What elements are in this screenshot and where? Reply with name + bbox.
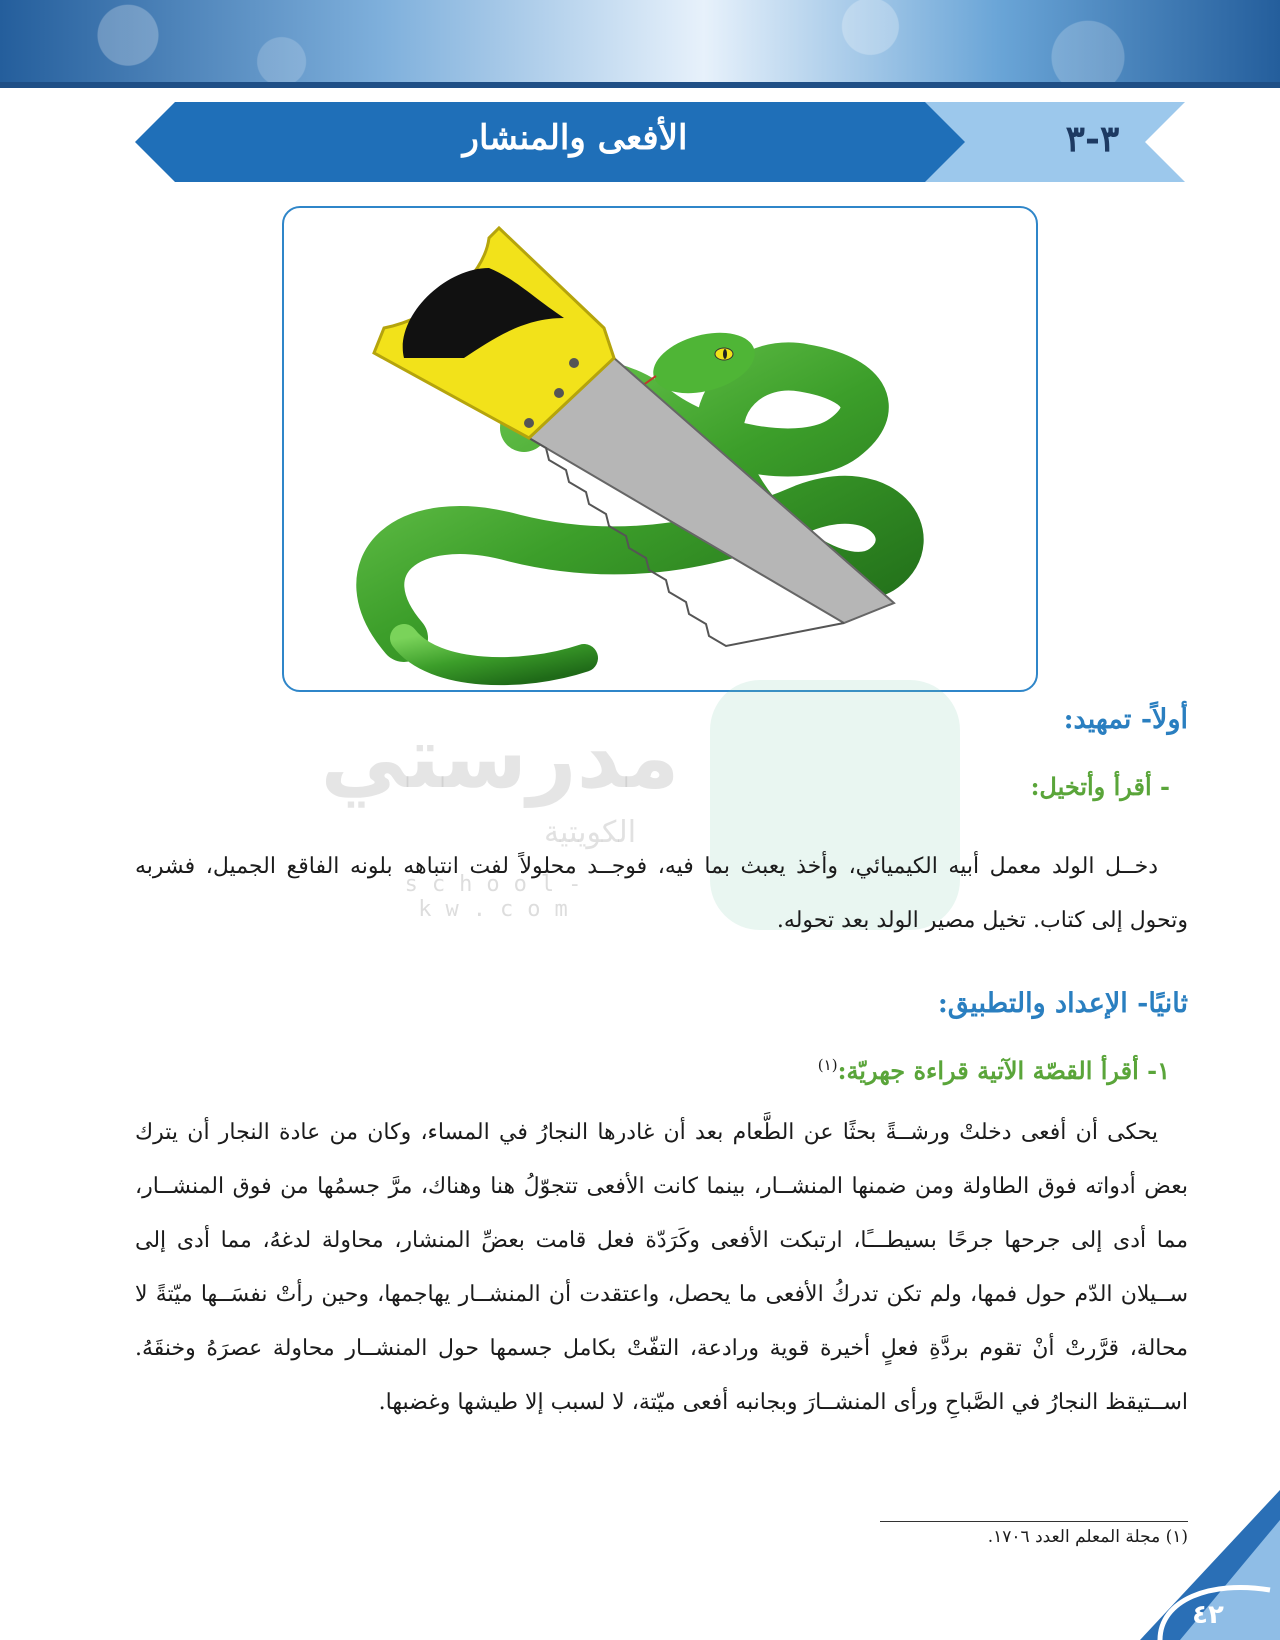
footnote: (١) مجلة المعلم العدد ١٧٠٦. [987,1527,1188,1547]
watermark-sub: الكويتية [543,815,637,850]
subheading-read-imagine: - أقرأ وأتخيل: [1030,772,1170,801]
subheading-text: ١- أقرأ القصّة الآتية قراءة جهريّة: [837,1056,1170,1085]
watermark-url: school-kw.com [404,872,596,922]
intro-paragraph [135,840,1188,948]
banner-rule [0,82,1280,88]
subheading-read-story [818,1056,1170,1085]
section-heading-intro: أولاً- تمهيد: [1063,704,1188,735]
story-paragraph-text: يحكى أن أفعى دخلتْ ورشــةً بحثًا عن الطَّعام بعد أن غادرها النجارُ في المساء، وكان من عادة النجار أن يترك بعض أدواته فوق الطاولة ومن ضمنها المنشــار، بينما كانت الأفعى تتجوّلُ هنا وهناك، مرَّ جسمُها من فوق المنشــار، مما أدى إلى جرحها جرحًا بسيطـــًا، ارتبكت الأفعى وكَرَدّة فعل قامت بعضِّ المنشار، محاولة لدغهُ، مما أدى إلى ســيلان الدّم حول فمها، ولم تكن تدركُ الأفعى ما يحصل، واعتقدت أن المنشــار يهاجمها، وحين رأتْ نفسَــها ميّتةً لا محالة، قرَّرتْ أنْ تقوم بردَّةِ فعلٍ أخيرة قوية ورادعة، التفّتْ بكامل جسمها حول المنشــار محاولة عصرَهُ وخنقَهُ. اســتيقظ النجارُ في الصَّباحِ ورأى المنشــارَ وبجانبه أفعى ميّتة، لا لسبب إلا طيشها وغضبها. [135,1120,1188,1415]
story-paragraph [135,1106,1188,1430]
snake-and-saw-illustration [284,208,1038,692]
illustration-frame [282,206,1038,692]
decorative-top-banner [0,0,1280,88]
intro-paragraph-text: دخــل الولد معمل أبيه الكيميائي، وأخذ يعبث بما فيه، فوجــد محلولاً لفت انتباهه بلونه الفاقع الجميل، فشربه وتحول إلى كتاب. تخيل مصير الولد بعد تحوله. [135,854,1188,933]
lesson-title-bar [135,102,1185,182]
lesson-title: الأفعى والمنشار [462,118,688,158]
calligraphy-pattern [0,0,1280,88]
lesson-number: ٣-٣ [1065,118,1120,160]
watermark-word: مدرستي [320,708,680,808]
section-heading-application: ثانيًا- الإعداد والتطبيق: [937,988,1188,1019]
footnote-reference: (١) [817,1056,838,1074]
page-number: ٤٢ [1192,1600,1224,1630]
